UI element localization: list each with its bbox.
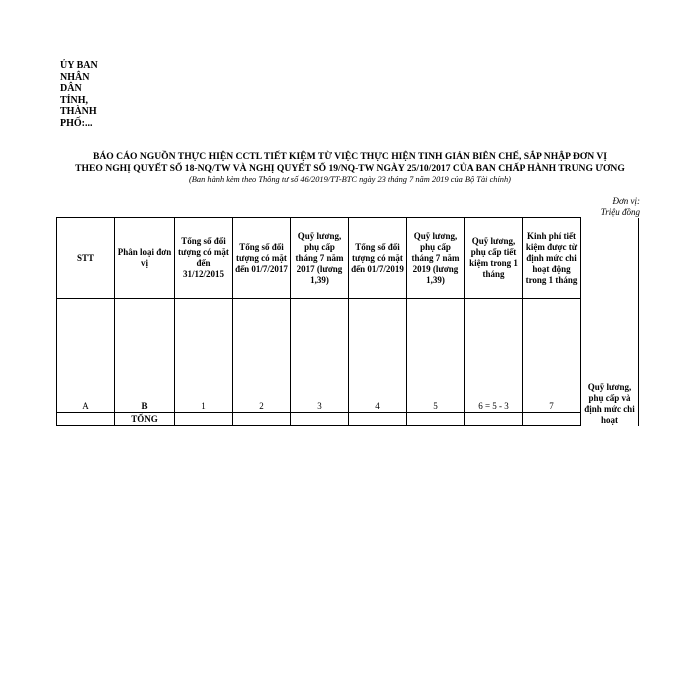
header-overflow (581, 299, 639, 426)
header-staff-2017: Tổng số đối tượng có mặt đến 01/7/2017 (233, 218, 291, 299)
total-cell (233, 413, 291, 426)
col-number: A (57, 400, 115, 413)
header-extra-column (581, 218, 639, 299)
spacer-cell (291, 299, 349, 401)
spacer-row (57, 299, 639, 401)
total-cell (291, 413, 349, 426)
header-overflow-text: Quỹ lương, phụ cấp và định mức chi hoạt (584, 381, 635, 425)
col-number: 1 (175, 400, 233, 413)
col-number: 3 (291, 400, 349, 413)
header-unit-type: Phân loại đơn vị (115, 218, 175, 299)
org-line: THÀNH (60, 106, 97, 117)
col-number: 2 (233, 400, 291, 413)
col-number: 6 = 5 - 3 (465, 400, 523, 413)
header-row (57, 218, 639, 299)
org-line: ỦY BAN (60, 60, 98, 71)
total-cell (465, 413, 523, 426)
report-table (56, 217, 639, 426)
header-staff-2015: Tổng số đối tượng có mặt đến 31/12/2015 (175, 218, 233, 299)
spacer-cell (57, 299, 115, 401)
unit-label (580, 196, 640, 218)
spacer-cell (523, 299, 581, 401)
org-line: NHÂN (60, 71, 90, 83)
col-number: 7 (523, 400, 581, 413)
unit-line: Đơn vị: (612, 196, 640, 206)
total-label: TỔNG (115, 413, 175, 426)
spacer-cell (233, 299, 291, 401)
report-title-line-2: THEO NGHỊ QUYẾT SỐ 18-NQ/TW VÀ NGHỊ QUYẾT SỐ 19/NQ-TW NGÀY 25/10/2017 CỦA BAN CHẤP HÀNH TRUNG ƯƠNG (75, 163, 625, 174)
col-number: 4 (349, 400, 407, 413)
total-cell (523, 413, 581, 426)
report-subtitle: (Ban hành kèm theo Thông tư số 46/2019/TT-BTC ngày 23 tháng 7 năm 2019 của Bộ Tài chính) (189, 175, 511, 184)
col-number: 5 (407, 400, 465, 413)
spacer-cell (175, 299, 233, 401)
issuing-authority (60, 60, 120, 129)
header-stt: STT (57, 218, 115, 299)
total-cell (57, 413, 115, 426)
header-salary-saving: Quỹ lương, phụ cấp tiết kiệm trong 1 tháng (465, 218, 523, 299)
total-cell (175, 413, 233, 426)
total-cell (349, 413, 407, 426)
spacer-cell (407, 299, 465, 401)
report-title-line-1: BÁO CÁO NGUỒN THỰC HIỆN CCTL TIẾT KIỆM TỪ VIỆC THỰC HIỆN TINH GIẢN BIÊN CHẾ, SẮP NHẬP ĐƠN VỊ (92, 151, 608, 162)
spacer-cell (349, 299, 407, 401)
header-staff-2019: Tổng số đối tượng có mặt đến 01/7/2019 (349, 218, 407, 299)
header-salary-2019: Quỹ lương, phụ cấp tháng 7 năm 2019 (lương 1,39) (407, 218, 465, 299)
total-cell (407, 413, 465, 426)
unit-line: Triệu đồng (600, 207, 640, 217)
org-line: PHỐ:... (60, 117, 93, 129)
org-line: TỈNH, (60, 94, 89, 106)
header-operating-saving: Kinh phí tiết kiệm được từ định mức chi hoạt động trong 1 tháng (523, 218, 581, 299)
col-number: B (115, 400, 175, 413)
total-row (57, 413, 639, 426)
header-salary-2017: Quỹ lương, phụ cấp tháng 7 năm 2017 (lương 1,39) (291, 218, 349, 299)
numbering-row (57, 400, 639, 413)
spacer-cell (465, 299, 523, 401)
spacer-cell (115, 299, 175, 401)
org-line: DÂN (60, 83, 82, 94)
